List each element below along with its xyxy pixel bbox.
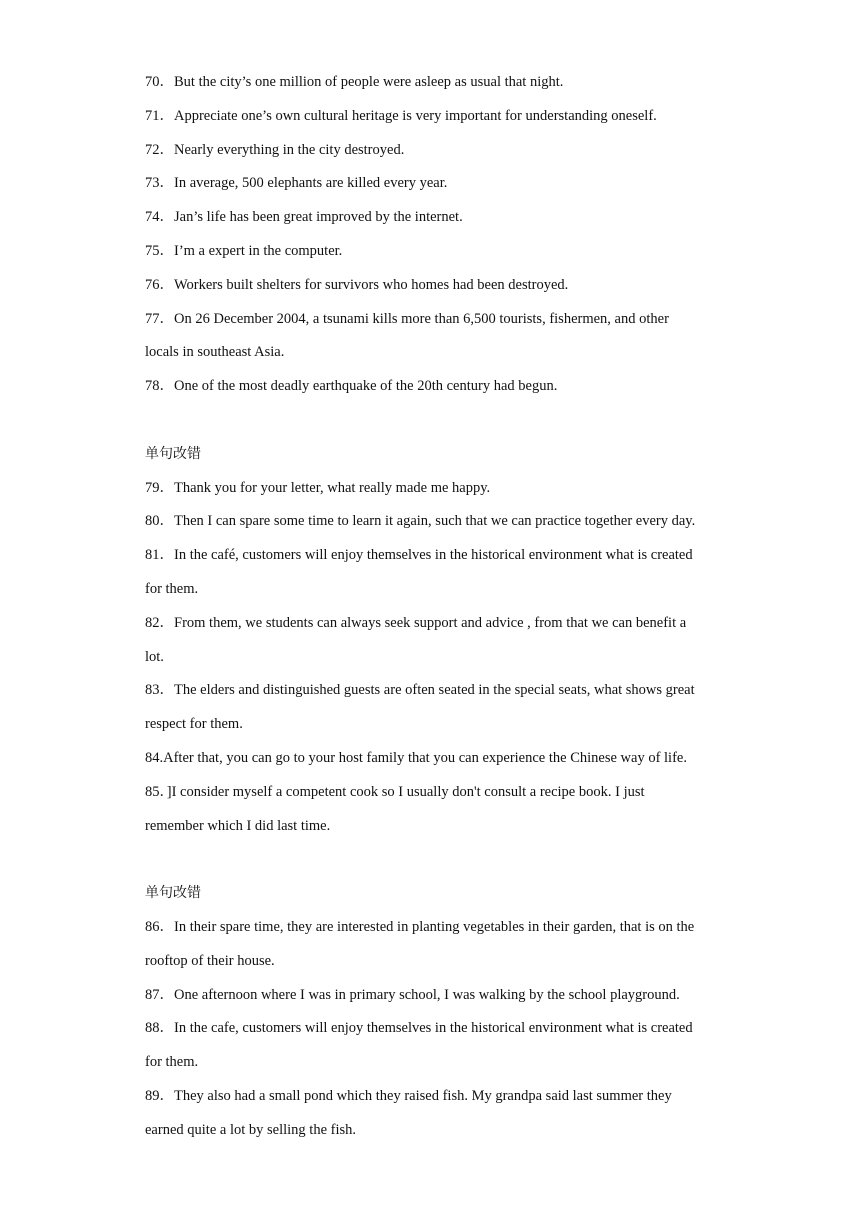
question-text: In their spare time, they are interested in planting vegetables in their garden, that is on the [174,918,695,935]
question-first-line [145,235,720,269]
question-first-line [145,776,720,810]
question-first-line [145,607,720,641]
question-number: 70． [145,74,174,90]
question-continuation-line [145,708,720,742]
question-item [145,472,720,506]
question-first-line [145,742,720,776]
question-number: 77． [145,310,174,327]
question-continuation-line [145,810,720,844]
question-item [145,201,720,235]
question-number: 82． [145,614,174,631]
question-text: Thank you for your letter, what really made me happy. [174,479,491,496]
question-first-line [145,911,720,945]
question-first-line [145,539,720,573]
question-first-line [145,472,720,506]
question-text: I’m a expert in the computer. [174,242,343,259]
section-spacer [145,843,720,877]
question-item [145,607,720,675]
question-item [145,776,720,844]
question-item [145,269,720,303]
question-text: Then I can spare some time to learn it again, such that we can practice together every day. [174,513,696,530]
question-continuation-line [145,573,720,607]
question-text: In average, 500 elephants are killed every year. [174,175,448,192]
question-number: 79． [145,479,174,496]
question-continuation-line [145,1114,720,1148]
question-item [145,1080,720,1148]
question-item [145,66,720,100]
question-text: But the city’s one million of people were asleep as usual that night. [174,74,564,90]
question-number: 88． [145,1020,174,1037]
question-text: lot. [145,648,164,665]
question-text: On 26 December 2004, a tsunami kills more than 6,500 tourists, fishermen, and other [174,310,669,327]
question-text: From them, we students can always seek support and advice , from that we can benefit a [174,614,687,631]
question-number: 75． [145,242,174,259]
question-item [145,979,720,1013]
question-first-line [145,674,720,708]
question-text: The elders and distinguished guests are often seated in the special seats, what shows great [174,682,695,699]
question-number: 74． [145,209,174,226]
section-heading: 单句改错 [145,445,201,462]
question-number: 76． [145,276,174,293]
question-text: In the café, customers will enjoy themselves in the historical environment what is created [174,547,693,564]
question-text: After that, you can go to your host family that you can experience the Chinese way of life. [163,749,687,766]
question-text: ]I consider myself a competent cook so I usually don't consult a recipe book. I just [166,783,645,800]
question-first-line [145,201,720,235]
question-number: 85． [145,783,167,800]
question-number: 73． [145,175,174,192]
question-first-line [145,1080,720,1114]
question-number: 83． [145,682,174,699]
question-number: 86． [145,918,174,935]
question-continuation-line [145,945,720,979]
question-text: rooftop of their house. [145,952,275,969]
section [145,843,720,1147]
question-item [145,235,720,269]
question-text: locals in southeast Asia. [145,344,285,361]
question-number: 78． [145,378,174,395]
question-text: In the cafe, customers will enjoy themselves in the historical environment what is created [174,1020,693,1037]
question-first-line [145,505,720,539]
question-number: 87． [145,986,174,1003]
question-first-line [145,979,720,1013]
question-item [145,100,720,134]
question-number: 81． [145,547,174,564]
question-item [145,742,720,776]
question-first-line [145,66,720,100]
question-number: 71． [145,107,174,124]
question-item [145,134,720,168]
question-text: One of the most deadly earthquake of the 20th century had begun. [174,378,558,395]
question-text: earned quite a lot by selling the fish. [145,1121,357,1138]
question-item [145,167,720,201]
question-first-line [145,269,720,303]
question-number: 89． [145,1087,174,1104]
question-continuation-line [145,641,720,675]
question-text: Jan’s life has been great improved by the internet. [174,209,463,226]
question-number: 80． [145,513,174,530]
question-first-line [145,167,720,201]
question-text: for them. [145,1054,199,1071]
question-first-line [145,370,720,404]
document-page [145,66,720,1148]
question-item [145,1012,720,1080]
question-item [145,674,720,742]
question-text: for them. [145,580,199,597]
section-spacer [145,404,720,438]
question-item [145,370,720,404]
question-item [145,505,720,539]
question-number: 72． [145,141,174,158]
question-item [145,303,720,371]
section-heading: 单句改错 [145,885,201,902]
question-first-line [145,1012,720,1046]
question-text: respect for them. [145,716,243,733]
question-text: One afternoon where I was in primary school, I was walking by the school playground. [174,986,680,1003]
question-text: Workers built shelters for survivors who homes had been destroyed. [174,276,569,293]
question-text: remember which I did last time. [145,817,331,834]
question-text: Nearly everything in the city destroyed. [174,141,405,158]
question-text: Appreciate one’s own cultural heritage is very important for understanding oneself. [174,107,657,124]
question-first-line [145,134,720,168]
section [145,66,720,404]
question-number: 84. [145,749,164,766]
section [145,404,720,843]
question-continuation-line [145,336,720,370]
question-text: They also had a small pond which they raised fish. My grandpa said last summer they [174,1087,672,1104]
question-first-line [145,303,720,337]
question-item [145,911,720,979]
question-first-line [145,100,720,134]
question-continuation-line [145,1046,720,1080]
question-item [145,539,720,607]
